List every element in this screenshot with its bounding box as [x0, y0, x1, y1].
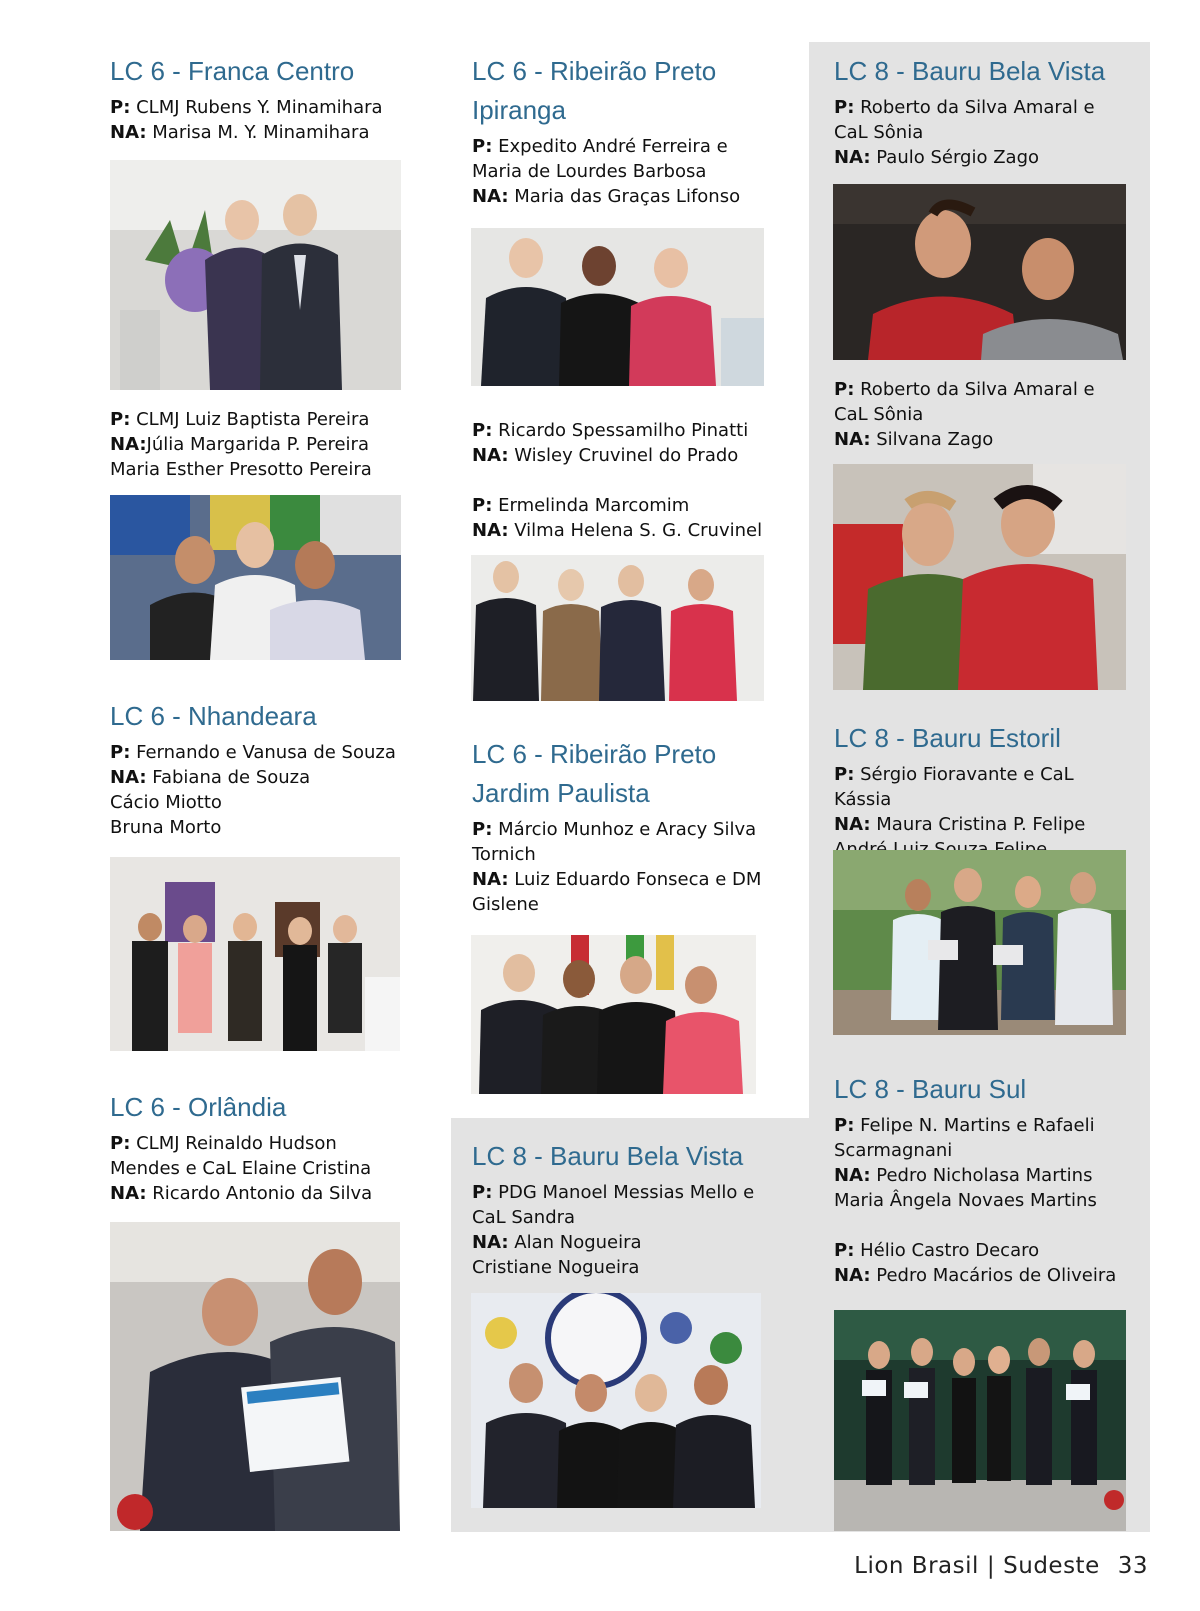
member-line: Cristiane Nogueira [472, 1257, 640, 1278]
member-line: CaL Sandra [472, 1207, 576, 1228]
member-line: Maria Esther Presotto Pereira [110, 459, 372, 480]
members-list [110, 95, 410, 145]
member-line: NA: Maria das Graças Lifonso [472, 186, 741, 207]
photo-ribeirao-preto-jardim-paulista [471, 935, 756, 1094]
member-line: NA: Luiz Eduardo Fonseca e DM [472, 869, 762, 890]
club-title: LC 6 - Ribeirão Preto Ipiranga [472, 56, 717, 125]
member-line: P: CLMJ Reinaldo Hudson [110, 1133, 337, 1154]
page-footer [854, 1553, 1148, 1579]
member-line: Maria de Lourdes Barbosa [472, 161, 707, 182]
members-list [110, 740, 410, 840]
member-line: P: Márcio Munhoz e Aracy Silva [472, 819, 757, 840]
club-lc8-bauru-bela-vista-center [472, 1137, 782, 1280]
member-line: NA: Ricardo Antonio da Silva [110, 1183, 373, 1204]
member-line: NA: Fabiana de Souza [110, 767, 311, 788]
photo-ribeirao-preto-ipiranga [471, 228, 764, 386]
members-list [472, 134, 782, 209]
members-list [110, 1131, 410, 1206]
club-title: LC 8 - Bauru Estoril [834, 723, 1061, 753]
member-line: P: CLMJ Rubens Y. Minamihara [110, 97, 383, 118]
club-lc6-franca-centro-2 [110, 407, 410, 482]
club-title: LC 6 - Ribeirão Preto Jardim Paulista [472, 739, 717, 808]
member-line: P: Roberto da Silva Amaral e [834, 379, 1095, 400]
club-lc8-bauru-estoril [834, 719, 1134, 862]
member-line: P: Ermelinda Marcomim [472, 495, 690, 516]
member-line: P: CLMJ Luiz Baptista Pereira [110, 409, 370, 430]
club-lc8-bauru-bela-vista-2 [834, 377, 1134, 452]
members-list [834, 377, 1134, 452]
members-list [834, 762, 1134, 862]
club-title: LC 8 - Bauru Bela Vista [834, 56, 1106, 86]
club-lc6-ribeirao-preto-ipiranga-2 [472, 418, 782, 543]
members-list [472, 1180, 782, 1280]
club-title: LC 6 - Orlândia [110, 1092, 287, 1122]
club-title: LC 8 - Bauru Sul [834, 1074, 1027, 1104]
members-list [834, 95, 1134, 170]
member-line: Cácio Miotto [110, 792, 222, 813]
club-title: LC 8 - Bauru Bela Vista [472, 1141, 744, 1171]
member-line: P: Sérgio Fioravante e CaL Kássia [834, 764, 1074, 810]
member-line: Tornich [472, 844, 536, 865]
photo-nhandeara [110, 857, 400, 1051]
member-line: NA: Pedro Nicholasa Martins [834, 1165, 1093, 1186]
footer-separator: | [986, 1553, 996, 1579]
members-list [834, 1113, 1134, 1288]
member-line: NA: Vilma Helena S. G. Cruvinel [472, 520, 763, 541]
photo-ribeirao-preto-ipiranga-2 [471, 555, 764, 701]
member-line: P: Fernando e Vanusa de Souza [110, 742, 396, 763]
member-line: CaL Sônia [834, 122, 924, 143]
photo-bauru-bela-vista-1 [833, 184, 1126, 360]
club-lc6-franca-centro [110, 52, 410, 145]
member-line: P: Felipe N. Martins e Rafaeli [834, 1115, 1095, 1136]
member-line: Scarmagnani [834, 1140, 953, 1161]
member-line: P: Expedito André Ferreira e [472, 136, 728, 157]
member-line: NA: Silvana Zago [834, 429, 994, 450]
club-title: LC 6 - Nhandeara [110, 701, 317, 731]
photo-orlandia [110, 1222, 400, 1531]
club-lc6-ribeirao-preto-jardim-paulista [472, 735, 782, 917]
member-line: NA: Paulo Sérgio Zago [834, 147, 1040, 168]
club-lc6-nhandeara [110, 697, 410, 840]
member-line: P: Roberto da Silva Amaral e [834, 97, 1095, 118]
member-line: P: Hélio Castro Decaro [834, 1240, 1040, 1261]
member-line: NA:Júlia Margarida P. Pereira [110, 434, 369, 455]
photo-franca-centro [110, 160, 401, 390]
member-line: Bruna Morto [110, 817, 222, 838]
members-list [472, 817, 782, 917]
photo-franca-centro-2 [110, 495, 401, 660]
member-line: P: PDG Manoel Messias Mello e [472, 1182, 755, 1203]
member-line: NA: Pedro Macários de Oliveira [834, 1265, 1117, 1286]
magazine-name: Lion Brasil [854, 1553, 979, 1579]
photo-bauru-estoril [833, 850, 1126, 1035]
club-lc8-bauru-bela-vista [834, 52, 1134, 170]
photo-bauru-bela-vista-2 [833, 464, 1126, 690]
member-line: CaL Sônia [834, 404, 924, 425]
photo-bauru-sul [834, 1310, 1126, 1531]
club-title: LC 6 - Franca Centro [110, 56, 355, 86]
members-list [110, 407, 410, 482]
member-line: P: Ricardo Spessamilho Pinatti [472, 420, 749, 441]
member-line: Gislene [472, 894, 539, 915]
club-lc6-ribeirao-preto-ipiranga [472, 52, 782, 209]
club-lc8-bauru-sul [834, 1070, 1134, 1288]
member-line: Maria Ângela Novaes Martins [834, 1190, 1097, 1211]
member-line: NA: Alan Nogueira [472, 1232, 642, 1253]
photo-bauru-bela-vista-center [471, 1293, 761, 1508]
member-line: Mendes e CaL Elaine Cristina [110, 1158, 372, 1179]
member-line: NA: Wisley Cruvinel do Prado [472, 445, 739, 466]
members-list [472, 418, 782, 543]
page-number: 33 [1117, 1553, 1148, 1579]
club-lc6-orlandia [110, 1088, 410, 1206]
member-line: NA: Marisa M. Y. Minamihara [110, 122, 370, 143]
region-name: Sudeste [1003, 1553, 1100, 1579]
member-line: NA: Maura Cristina P. Felipe [834, 814, 1086, 835]
